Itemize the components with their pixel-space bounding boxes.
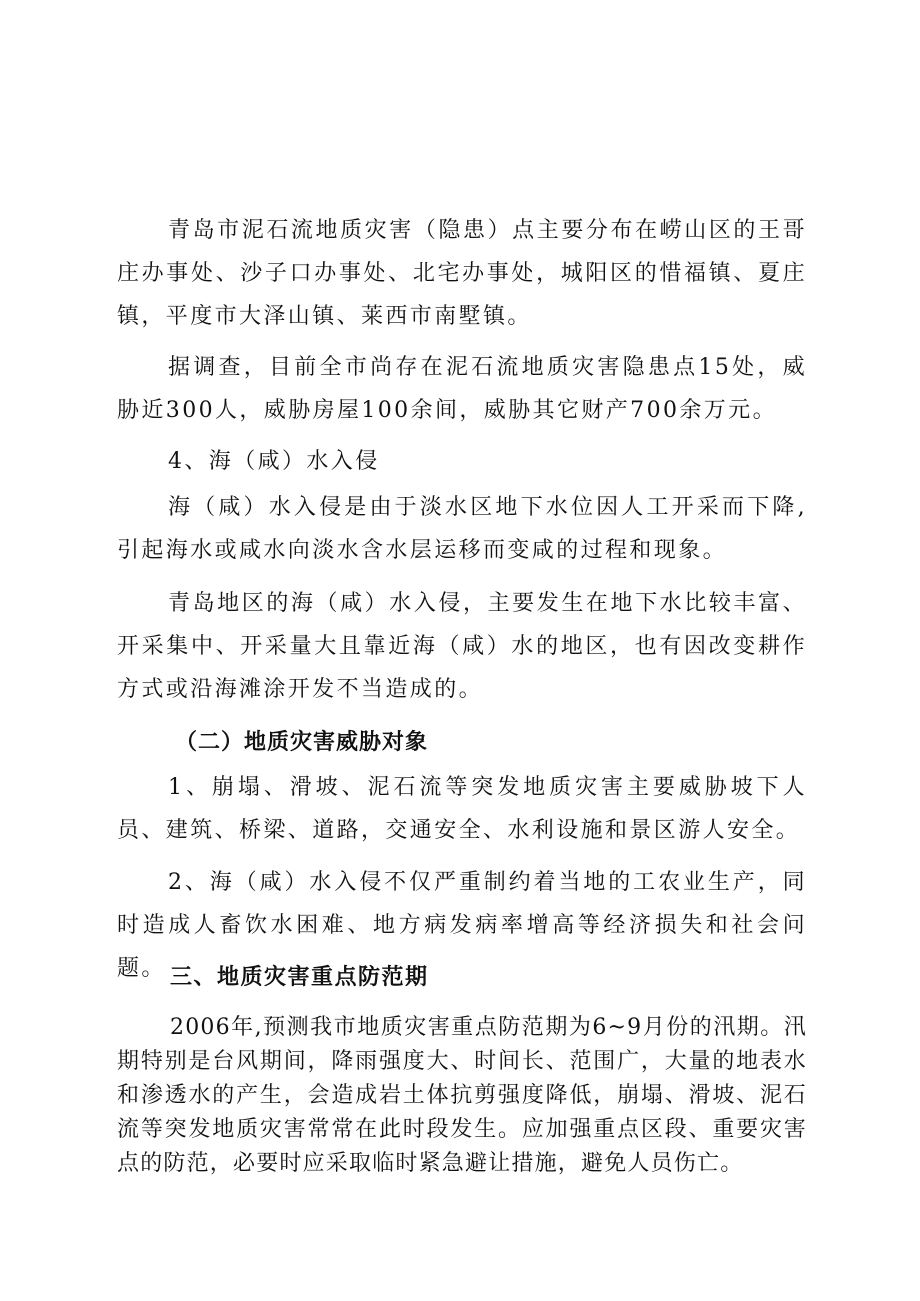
paragraph-mudflow-survey: 据调查，目前全市尚存在泥石流地质灾害隐患点15处，威胁近300人，威胁房屋100余间，威胁其它财产700余万元。 xyxy=(117,355,807,423)
item-seawater-intrusion-title: 4、海（咸）水入侵 xyxy=(168,449,380,474)
paragraph-threat-objects-1: 1、崩塌、滑坡、泥石流等突发地质灾害主要威胁坡下人员、建筑、桥梁、道路，交通安全、水利设施和景区游人安全。 xyxy=(117,775,807,843)
paragraph-seawater-qingdao: 青岛地区的海（咸）水入侵，主要发生在地下水比较丰富、开采集中、开采量大且靠近海（咸）水的地区，也有因改变耕作方式或沿海滩涂开发不当造成的。 xyxy=(117,591,807,702)
paragraph-prevention-period: 2006年,预测我市地质灾害重点防范期为6~9月份的汛期。汛期特别是台风期间，降雨强度大、时间长、范围广，大量的地表水和渗透水的产生，会造成岩土体抗剪强度降低，崩塌、滑坡、泥石流等突发地质灾害常常在此时段发生。应加强重点区段、重要灾害点的防范，必要时应采取临时紧急避让措施，避免人员伤亡。 xyxy=(117,1015,807,1176)
paragraph-mudflow-distribution: 青岛市泥石流地质灾害（隐患）点主要分布在崂山区的王哥庄办事处、沙子口办事处、北宅办事处，城阳区的惜福镇、夏庄镇，平度市大泽山镇、莱西市南墅镇。 xyxy=(117,218,807,329)
section-heading-threat-objects: （二）地质灾害威胁对象 xyxy=(175,730,429,755)
paragraph-threat-objects-2: 2、海（咸）水入侵不仅严重制约着当地的工农业生产，同时造成人畜饮水困难、地方病发病率增高等经济损失和社会问题。 xyxy=(117,870,807,981)
paragraph-seawater-definition: 海（咸）水入侵是由于淡水区地下水位因人工开采而下降,引起海水或咸水向淡水含水层运移而变咸的过程和现象。 xyxy=(117,495,807,563)
section-heading-prevention-period: 三、地质灾害重点防范期 xyxy=(170,965,429,990)
